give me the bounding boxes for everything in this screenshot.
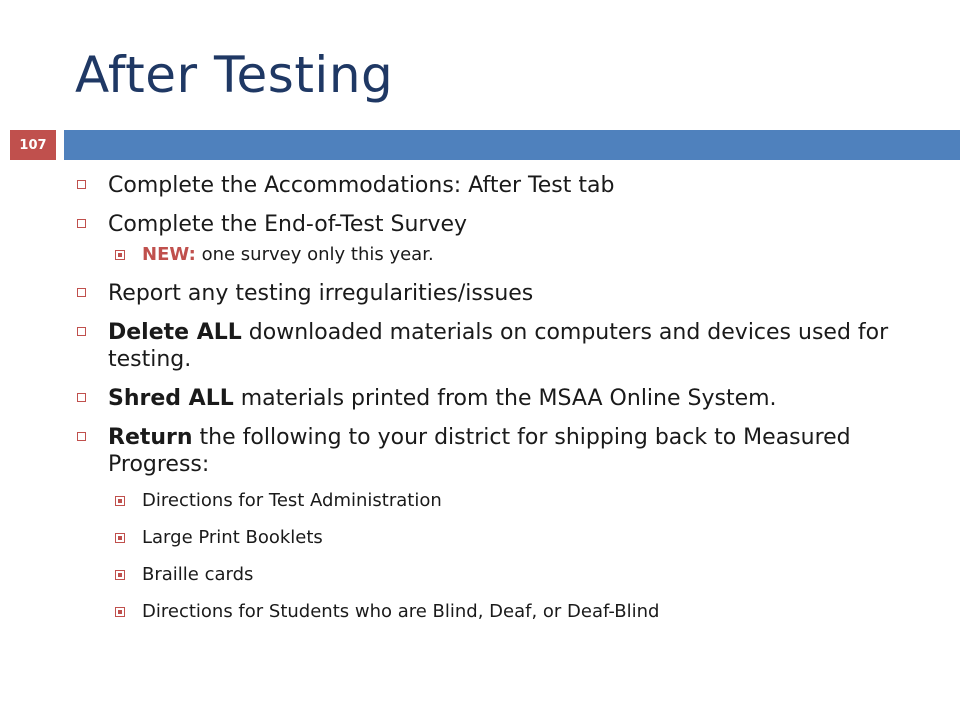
square-bullet-icon bbox=[77, 393, 86, 402]
bullet-item bbox=[75, 211, 945, 238]
square-bullet-icon bbox=[77, 219, 86, 228]
bullet-text: Complete the Accommodations: After Test tab bbox=[108, 173, 615, 198]
sub-bullet-item bbox=[75, 490, 945, 512]
filled-square-bullet-icon bbox=[115, 250, 125, 260]
bullet-item bbox=[75, 280, 945, 307]
square-bullet-icon bbox=[77, 432, 86, 441]
bullet-item bbox=[75, 424, 945, 478]
square-bullet-icon bbox=[77, 180, 86, 189]
bullet-bold-text: Shred ALL bbox=[108, 386, 234, 411]
sub-bullet-text: Directions for Test Administration bbox=[142, 490, 442, 511]
bullet-item bbox=[75, 172, 945, 199]
filled-square-bullet-icon bbox=[115, 607, 125, 617]
bullet-text: Complete the End-of-Test Survey bbox=[108, 212, 468, 237]
sub-bullet-text: Braille cards bbox=[142, 564, 254, 585]
slide-number: 107 bbox=[10, 130, 56, 160]
bullet-text: Report any testing irregularities/issues bbox=[108, 281, 534, 306]
bullet-item bbox=[75, 319, 945, 373]
sub-bullet-item bbox=[75, 601, 945, 623]
sub-bullet-item bbox=[75, 564, 945, 586]
new-label: NEW: bbox=[142, 244, 196, 265]
square-bullet-icon bbox=[77, 288, 86, 297]
sub-bullet-text: one survey only this year. bbox=[195, 244, 434, 265]
header-rule bbox=[0, 130, 960, 160]
sub-bullet-text: Directions for Students who are Blind, Deaf, or Deaf-Blind bbox=[142, 601, 660, 622]
bullet-bold-text: Delete ALL bbox=[108, 320, 242, 345]
sub-bullet-item bbox=[75, 244, 945, 266]
filled-square-bullet-icon bbox=[115, 496, 125, 506]
bullet-item bbox=[75, 385, 945, 412]
bullet-text: downloaded materials on computers and devices used for testing. bbox=[108, 320, 889, 372]
bullet-list bbox=[75, 172, 945, 638]
accent-bar bbox=[64, 130, 960, 160]
slide-title: After Testing bbox=[75, 46, 394, 104]
sub-bullet-text: Large Print Booklets bbox=[142, 527, 323, 548]
filled-square-bullet-icon bbox=[115, 570, 125, 580]
bullet-text: materials printed from the MSAA Online System. bbox=[233, 386, 777, 411]
filled-square-bullet-icon bbox=[115, 533, 125, 543]
bullet-bold-text: Return bbox=[108, 425, 193, 450]
sub-bullet-item bbox=[75, 527, 945, 549]
square-bullet-icon bbox=[77, 327, 86, 336]
bullet-text: the following to your district for shipping back to Measured Progress: bbox=[108, 425, 851, 477]
